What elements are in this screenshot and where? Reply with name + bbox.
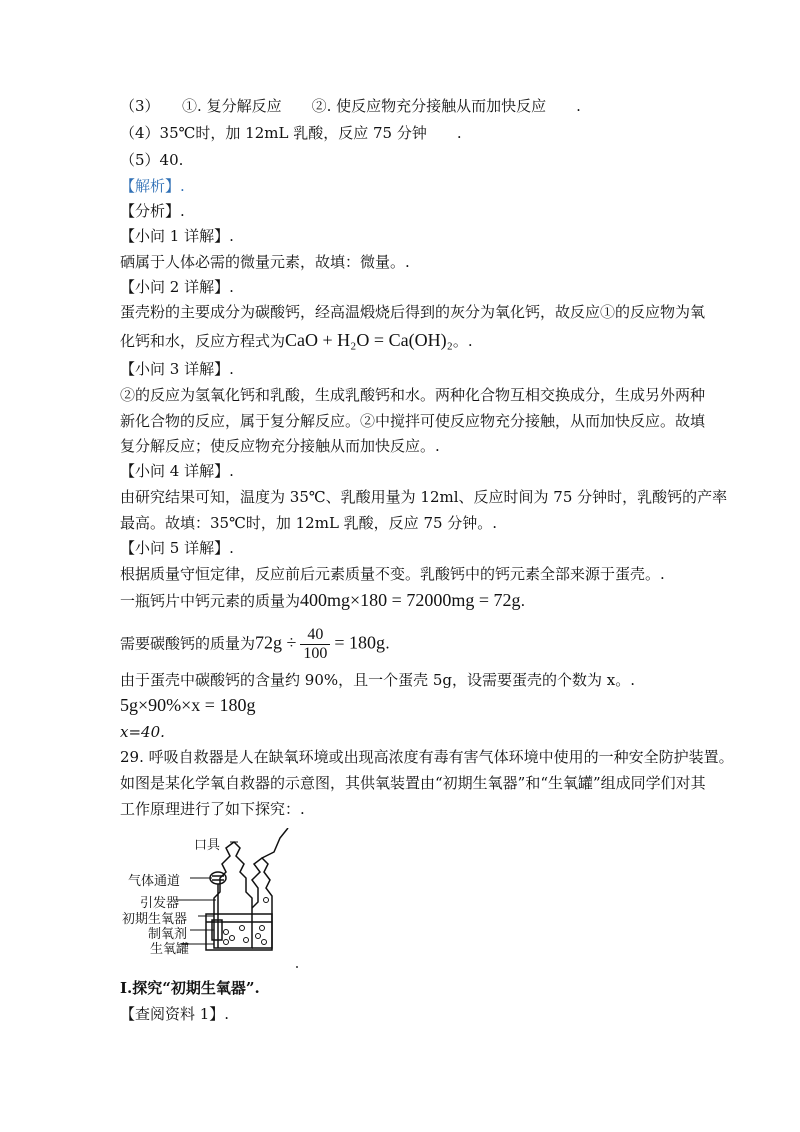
q4-body-line1: 由研究结果可知，温度为 35℃、乳酸用量为 12ml、反应时间为 75 分钟时，乳酸钙的产率 [120,488,728,506]
label-oxygen-canister: 生氧罐 [150,942,190,957]
q3-body-line3: 复分解反应；使反应物充分接触从而加快反应。. [120,437,440,455]
q29-line1: 29. 呼吸自救器是人在缺氧环境或出现高浓度有毒有害气体环境中使用的一种安全防护装置。 [120,748,734,766]
calc-text: 一瓶钙片中钙元素的质量为 [120,592,301,610]
fraction-denominator: 100 [303,645,328,662]
q3-heading: 【小问 3 详解】. [120,360,234,378]
answer-3: （3） ①. 复分解反应 ②. 使反应物充分接触从而加快反应 . [120,97,581,115]
analysis-subheading: 【分析】. [120,202,185,220]
calc-end: . [520,592,526,610]
calcium-mass-line [120,590,525,611]
carb-end: . [385,634,390,653]
fraction-numerator: 40 [300,626,330,645]
q1-heading: 【小问 1 详解】. [120,227,234,245]
q4-body-line2: 最高。故填：35℃时，加 12mL 乳酸，反应 75 分钟。. [120,514,498,532]
q2-heading: 【小问 2 详解】. [120,278,234,296]
carbonate-mass-line [120,626,390,663]
eggshell-line: 由于蛋壳中碳酸钙的含量约 90%，且一个蛋壳 5g，设需要蛋壳的个数为 x。. [120,671,636,689]
answer-4: （4）35℃时，加 12mL 乳酸，反应 75 分钟 . [120,124,462,142]
x-answer: x=40. [120,723,165,741]
section-i-heading: Ⅰ.探究“初期生氧器”. [120,979,260,997]
label-oxygen-agent: 制氧剂 [148,927,188,942]
q5-body-line1: 根据质量守恒定律，反应前后元素质量不变。乳酸钙中的钙元素全部来源于蛋壳。. [120,565,665,583]
carb-eq-left: 72g ÷ [255,632,297,653]
q2-end: 。. [452,332,473,350]
q29-line2: 如图是某化学氧自救器的示意图，其供氧装置由“初期生氧器”和“生氧罐”组成同学们对其 [120,774,706,792]
q3-body-line2: 新化合物的反应，属于复分解反应。②中搅拌可使反应物充分接触，从而加快反应。故填 [120,412,706,430]
q4-heading: 【小问 4 详解】. [120,462,234,480]
self-rescuer-diagram [122,828,302,958]
q2-body-line1: 蛋壳粉的主要成分为碳酸钙，经高温煅烧后得到的灰分为氧化钙，故反应①的反应物为氧 [120,303,706,321]
reference-1-heading: 【查阅资料 1】. [120,1005,230,1023]
carb-text: 需要碳酸钙的质量为 [120,634,256,653]
label-trigger: 引发器 [140,896,180,911]
stray-dot [296,966,298,968]
q29-line3: 工作原理进行了如下探究：. [120,800,305,818]
q1-body: 硒属于人体必需的微量元素，故填：微量。. [120,253,410,271]
analysis-heading: 【解析】. [120,177,185,195]
q5-heading: 【小问 5 详解】. [120,539,234,557]
carb-eq-right: = 180g [334,632,386,653]
eggshell-equation: 5g×90%×x = 180g [120,695,256,715]
label-initial-oxygen-generator: 初期生氧器 [122,912,188,927]
reaction-equation: CaO + H₂O = Ca(OH)₂ [285,330,453,350]
label-gas-channel: 气体通道 [128,874,181,889]
calcium-mass-equation: 400mg×180 = 72000mg = 72g [300,590,521,610]
fraction [300,626,330,663]
q3-body-line1: ②的反应为氢氧化钙和乳酸，生成乳酸钙和水。两种化合物互相交换成分，生成另外两种 [120,386,706,404]
answer-5: （5）40. [120,151,184,169]
q2-body-line2 [120,330,473,351]
q2-text: 化钙和水，反应方程式为 [120,332,286,350]
label-mouthpiece: 口具 [194,838,221,853]
